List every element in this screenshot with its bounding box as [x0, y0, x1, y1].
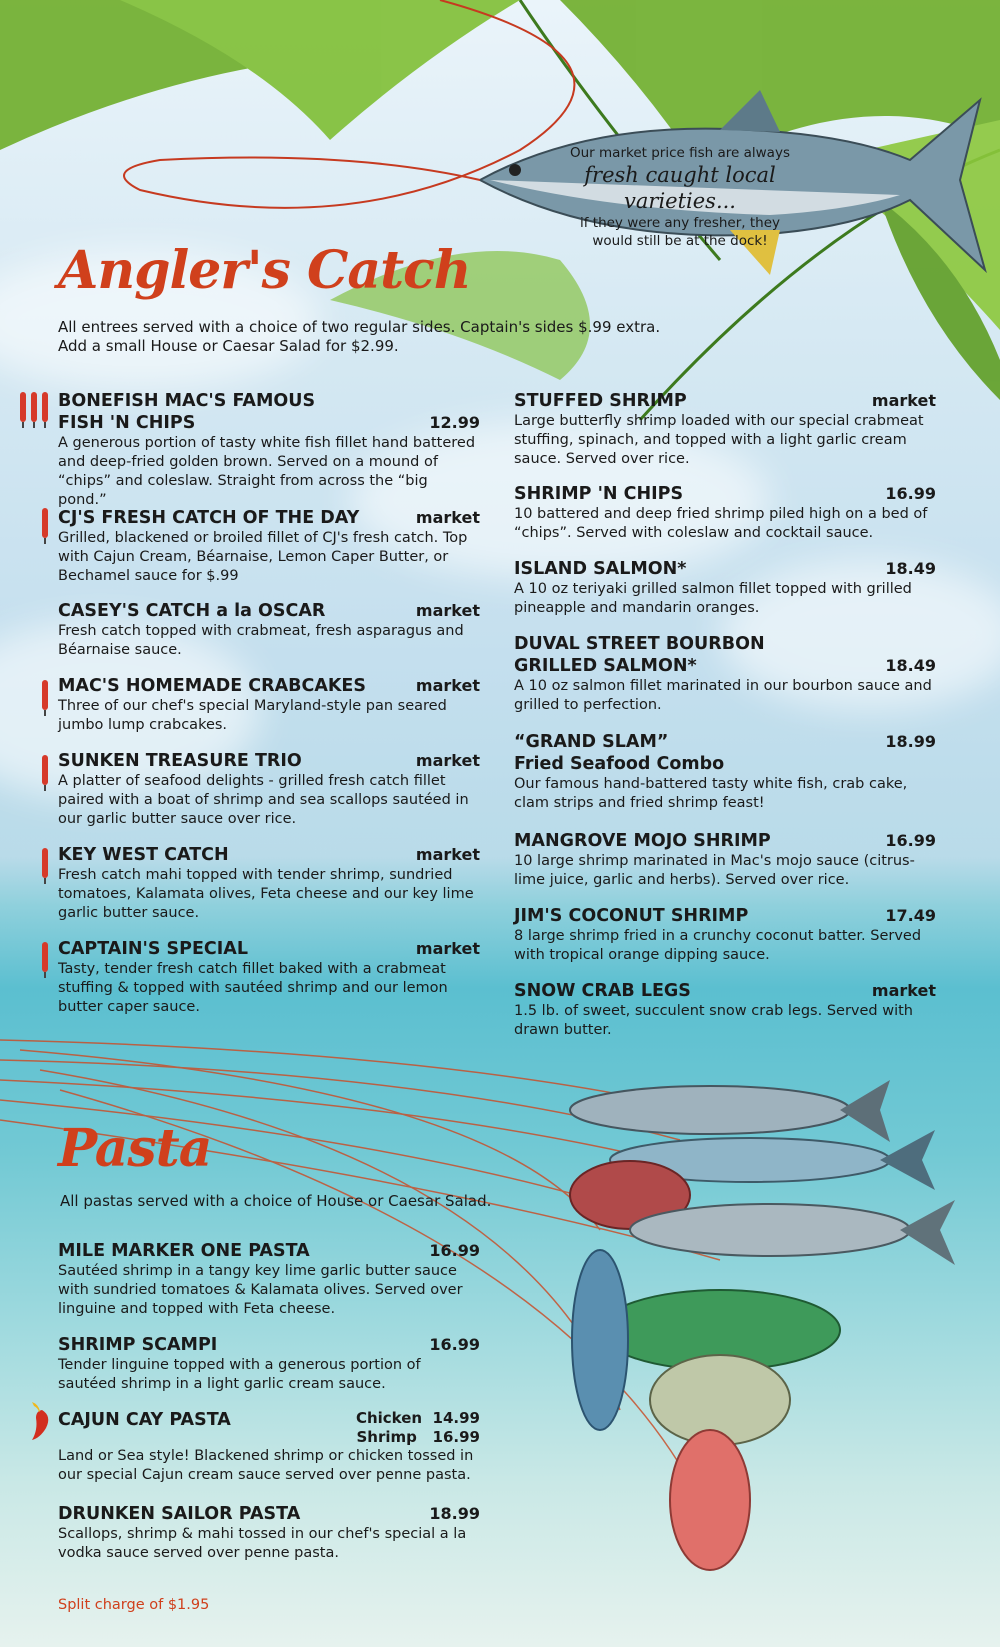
item-name: DUVAL STREET BOURBON — [514, 634, 765, 654]
item-description: Tasty, tender fresh catch fillet baked with a crabmeat stuffing & topped with sautéed shrimp and our lemon butter caper sauce. — [58, 961, 448, 1015]
callout-line: would still be at the dock! — [592, 233, 768, 249]
lure-icon — [42, 942, 48, 972]
item-description: Large butterfly shrimp loaded with our special crabmeat stuffing, spinach, and topped with a light garlic cream sauce. Served over rice. — [514, 413, 924, 467]
menu-item — [58, 1240, 480, 1319]
menu-item — [58, 390, 480, 510]
section-title-anglers-catch: Angler's Catch — [58, 240, 471, 301]
item-description: Scallops, shrimp & mahi tossed in our chef's special a la vodka sauce served over penne pasta. — [58, 1526, 467, 1561]
item-name: KEY WEST CATCH — [58, 845, 229, 865]
item-price: 12.99 — [429, 413, 480, 432]
item-name: FISH 'N CHIPS — [58, 413, 196, 433]
item-description: 10 battered and deep fried shrimp piled high on a bed of “chips”. Served with coleslaw and cocktail sauce. — [514, 506, 928, 541]
callout-script-line: fresh caught local varieties... — [584, 163, 776, 213]
item-name: GRILLED SALMON* — [514, 656, 697, 676]
item-name: STUFFED SHRIMP — [514, 391, 687, 411]
item-description: Grilled, blackened or broiled fillet of CJ's fresh catch. Top with Cajun Cream, Béarnaise, Lemon Caper Butter, or Bechamel sauce for $.99 — [58, 530, 468, 584]
item-name: ISLAND SALMON* — [514, 559, 687, 579]
item-price: 16.99 — [885, 484, 936, 503]
item-name: MAC'S HOMEMADE CRABCAKES — [58, 676, 366, 696]
lure-icon — [42, 755, 48, 785]
chili-pepper-icon — [28, 1402, 54, 1442]
item-description: Three of our chef's special Maryland-style pan seared jumbo lump crabcakes. — [58, 698, 447, 733]
menu-item — [58, 938, 480, 1017]
item-name: Fried Seafood Combo — [514, 754, 725, 774]
item-name: CJ'S FRESH CATCH OF THE DAY — [58, 508, 360, 528]
menu-item — [58, 1409, 480, 1485]
item-price: 18.49 — [885, 559, 936, 578]
item-price: market — [415, 508, 480, 527]
item-description: Tender linguine topped with a generous portion of sautéed shrimp in a light garlic cream sauce. — [58, 1357, 421, 1392]
item-price: market — [415, 845, 480, 864]
item-description: 10 large shrimp marinated in Mac's mojo sauce (citrus-lime juice, garlic and herbs). Served over rice. — [514, 853, 915, 888]
item-price: 18.99 — [429, 1504, 480, 1523]
menu-item — [58, 600, 480, 660]
item-description: Fresh catch mahi topped with tender shrimp, sundried tomatoes, Kalamata olives, Feta cheese and our key lime garlic butter sauce. — [58, 867, 474, 921]
market-fish-callout — [530, 144, 830, 250]
menu-item — [514, 390, 936, 469]
lure-icon — [42, 848, 48, 878]
item-description: A 10 oz teriyaki grilled salmon fillet topped with grilled pineapple and mandarin oranges. — [514, 581, 912, 616]
item-price: market — [415, 939, 480, 958]
item-description: A 10 oz salmon fillet marinated in our bourbon sauce and grilled to perfection. — [514, 678, 932, 713]
item-name: CASEY'S CATCH a la OSCAR — [58, 601, 326, 621]
menu-item — [514, 980, 936, 1040]
item-price: 18.49 — [885, 656, 936, 675]
item-description: A platter of seafood delights - grilled fresh catch fillet paired with a boat of shrimp and sea scallops sautéed in our garlic butter sauce over rice. — [58, 773, 469, 827]
item-price: 18.99 — [885, 732, 936, 751]
item-price: market — [415, 751, 480, 770]
item-price: 16.99 — [429, 1241, 480, 1260]
item-price: 16.99 — [429, 1335, 480, 1354]
item-price: 14.99 — [432, 1409, 480, 1427]
item-price: market — [871, 391, 936, 410]
item-name: SHRIMP 'N CHIPS — [514, 484, 684, 504]
menu-item — [58, 1334, 480, 1394]
item-name: JIM'S COCONUT SHRIMP — [514, 906, 749, 926]
item-price: market — [415, 601, 480, 620]
menu-item — [514, 633, 936, 715]
item-description: Land or Sea style! Blackened shrimp or chicken tossed in our special Cajun cream sauce served over penne pasta. — [58, 1448, 474, 1483]
callout-line: if they were any fresher, they — [579, 215, 781, 231]
lure-icon — [20, 392, 26, 422]
item-price: 17.49 — [885, 906, 936, 925]
pasta-intro: All pastas served with a choice of House or Caesar Salad. — [60, 1192, 492, 1210]
item-name: DRUNKEN SAILOR PASTA — [58, 1504, 301, 1524]
item-description: Sautéed shrimp in a tangy key lime garlic butter sauce with sundried tomatoes & Kalamata olives. Served over linguine and topped with Feta cheese. — [58, 1263, 463, 1317]
lure-icon — [31, 392, 37, 422]
lure-icon — [42, 392, 48, 422]
item-price: 16.99 — [432, 1428, 480, 1446]
item-description: A generous portion of tasty white fish fillet hand battered and deep-fried golden brown. Served on a mound of “chips” and coleslaw. Straight from across the “big pond.” — [58, 435, 476, 508]
item-description: 8 large shrimp fried in a crunchy coconut batter. Served with tropical orange dipping sauce. — [514, 928, 922, 963]
item-name: CAPTAIN'S SPECIAL — [58, 939, 248, 959]
lure-icon — [42, 680, 48, 710]
item-name: SUNKEN TREASURE TRIO — [58, 751, 302, 771]
item-name: MILE MARKER ONE PASTA — [58, 1241, 310, 1261]
item-price-options — [356, 1409, 480, 1447]
menu-item — [58, 507, 480, 586]
menu-item — [514, 558, 936, 618]
item-name: SHRIMP SCAMPI — [58, 1335, 218, 1355]
lure-icon — [42, 508, 48, 538]
item-name: “GRAND SLAM” — [514, 732, 669, 752]
menu-item — [514, 483, 936, 543]
menu-item — [58, 675, 480, 735]
price-option-label: Shrimp — [356, 1428, 417, 1446]
item-name: MANGROVE MOJO SHRIMP — [514, 831, 771, 851]
price-option-label: Chicken — [355, 1409, 423, 1427]
menu-item — [58, 844, 480, 923]
item-name: BONEFISH MAC'S FAMOUS — [58, 391, 316, 411]
item-price: 16.99 — [885, 831, 936, 850]
section-title-pasta: Pasta — [58, 1118, 212, 1179]
item-name: CAJUN CAY PASTA — [58, 1410, 231, 1430]
menu-item — [58, 750, 480, 829]
fish-illustrations-icon — [560, 1060, 960, 1580]
item-price: market — [415, 676, 480, 695]
intro-line: Add a small House or Caesar Salad for $2.99. — [58, 337, 399, 355]
intro-line: All entrees served with a choice of two regular sides. Captain's sides $.99 extra. — [58, 318, 661, 336]
menu-item — [514, 905, 936, 965]
item-name: SNOW CRAB LEGS — [514, 981, 691, 1001]
item-price: market — [871, 981, 936, 1000]
menu-item — [58, 1503, 480, 1563]
menu-item — [514, 830, 936, 890]
item-description: 1.5 lb. of sweet, succulent snow crab legs. Served with drawn butter. — [514, 1003, 913, 1038]
anglers-intro — [58, 318, 778, 356]
item-description: Fresh catch topped with crabmeat, fresh asparagus and Béarnaise sauce. — [58, 623, 464, 658]
item-description: Our famous hand-battered tasty white fish, crab cake, clam strips and fried shrimp feast! — [514, 776, 908, 811]
callout-line: Our market price fish are always — [570, 145, 790, 161]
menu-item — [514, 731, 936, 813]
split-charge-note: Split charge of $1.95 — [58, 1597, 210, 1613]
